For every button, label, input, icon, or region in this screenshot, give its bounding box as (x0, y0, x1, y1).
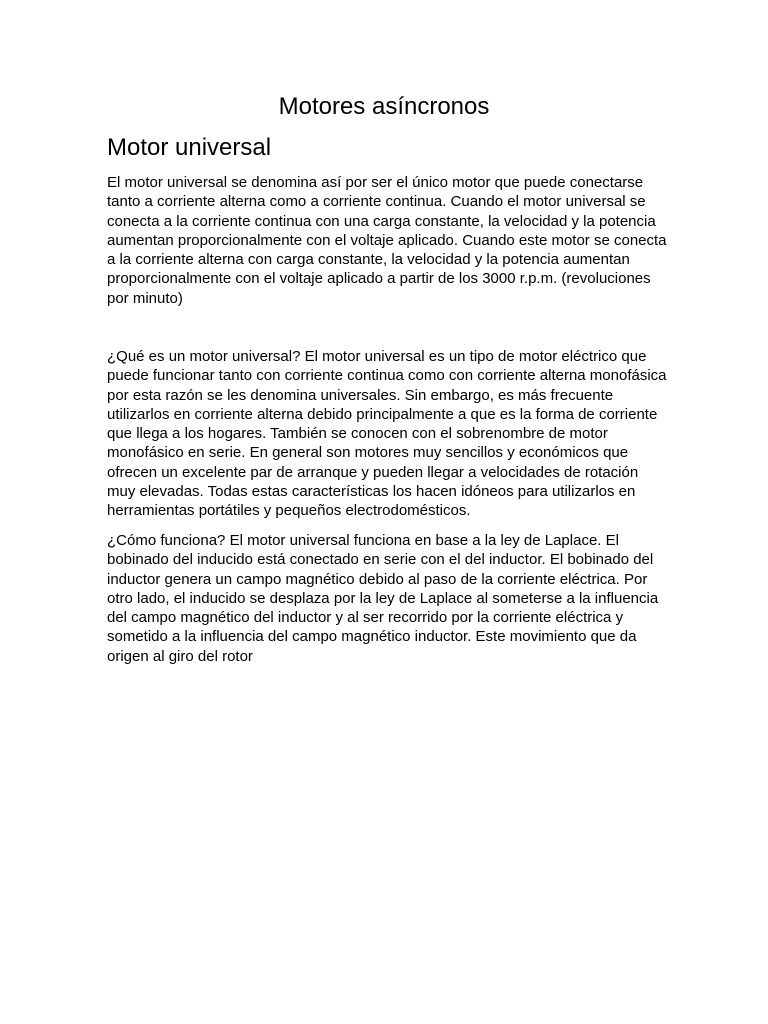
document-title: Motores asíncronos (278, 93, 490, 120)
paragraph: El motor universal se denomina así por ser el único motor que puede conectarse tanto a corriente alterna como a corriente continua. Cuando el motor universal se conecta a la corriente continua con una carga constante, la velocidad y la potencia aumentan proporcionalmente con el voltaje aplicado. Cuando este motor se conecta a la corriente alterna con carga constante, la velocidad y la potencia aumentan proporcionalmente con el voltaje aplicado a partir de los 3000 r.p.m. (revoluciones por minuto) (107, 174, 667, 307)
section-heading: Motor universal (107, 134, 272, 161)
paragraph: ¿Qué es un motor universal? El motor universal es un tipo de motor eléctrico que puede funcionar tanto con corriente continua como con corriente alterna monofásica por esta razón se les denomina universales. Sin embargo, es más frecuente utilizarlos en corriente alterna debido principalmente a que es la forma de corriente que llega a los hogares. También se conocen con el sobrenombre de motor monofásico en serie. En general son motores muy sencillos y económicos que ofrecen un excelente par de arranque y pueden llegar a velocidades de rotación muy elevadas. Todas estas características los hacen idóneos para utilizarlos en herramientas portátiles y pequeños electrodomésticos. (107, 348, 667, 520)
paragraph: ¿Cómo funciona? El motor universal funciona en base a la ley de Laplace. El bobinado del inducido está conectado en serie con el del inductor. El bobinado del inductor genera un campo magnético debido al paso de la corriente eléctrica. Por otro lado, el inducido se desplaza por la ley de Laplace al someterse a la influencia del campo magnético del inductor y al ser recorrido por la corriente eléctrica y sometido a la influencia del campo magnético inductor. Este movimiento que da origen al giro del rotor (107, 532, 659, 665)
